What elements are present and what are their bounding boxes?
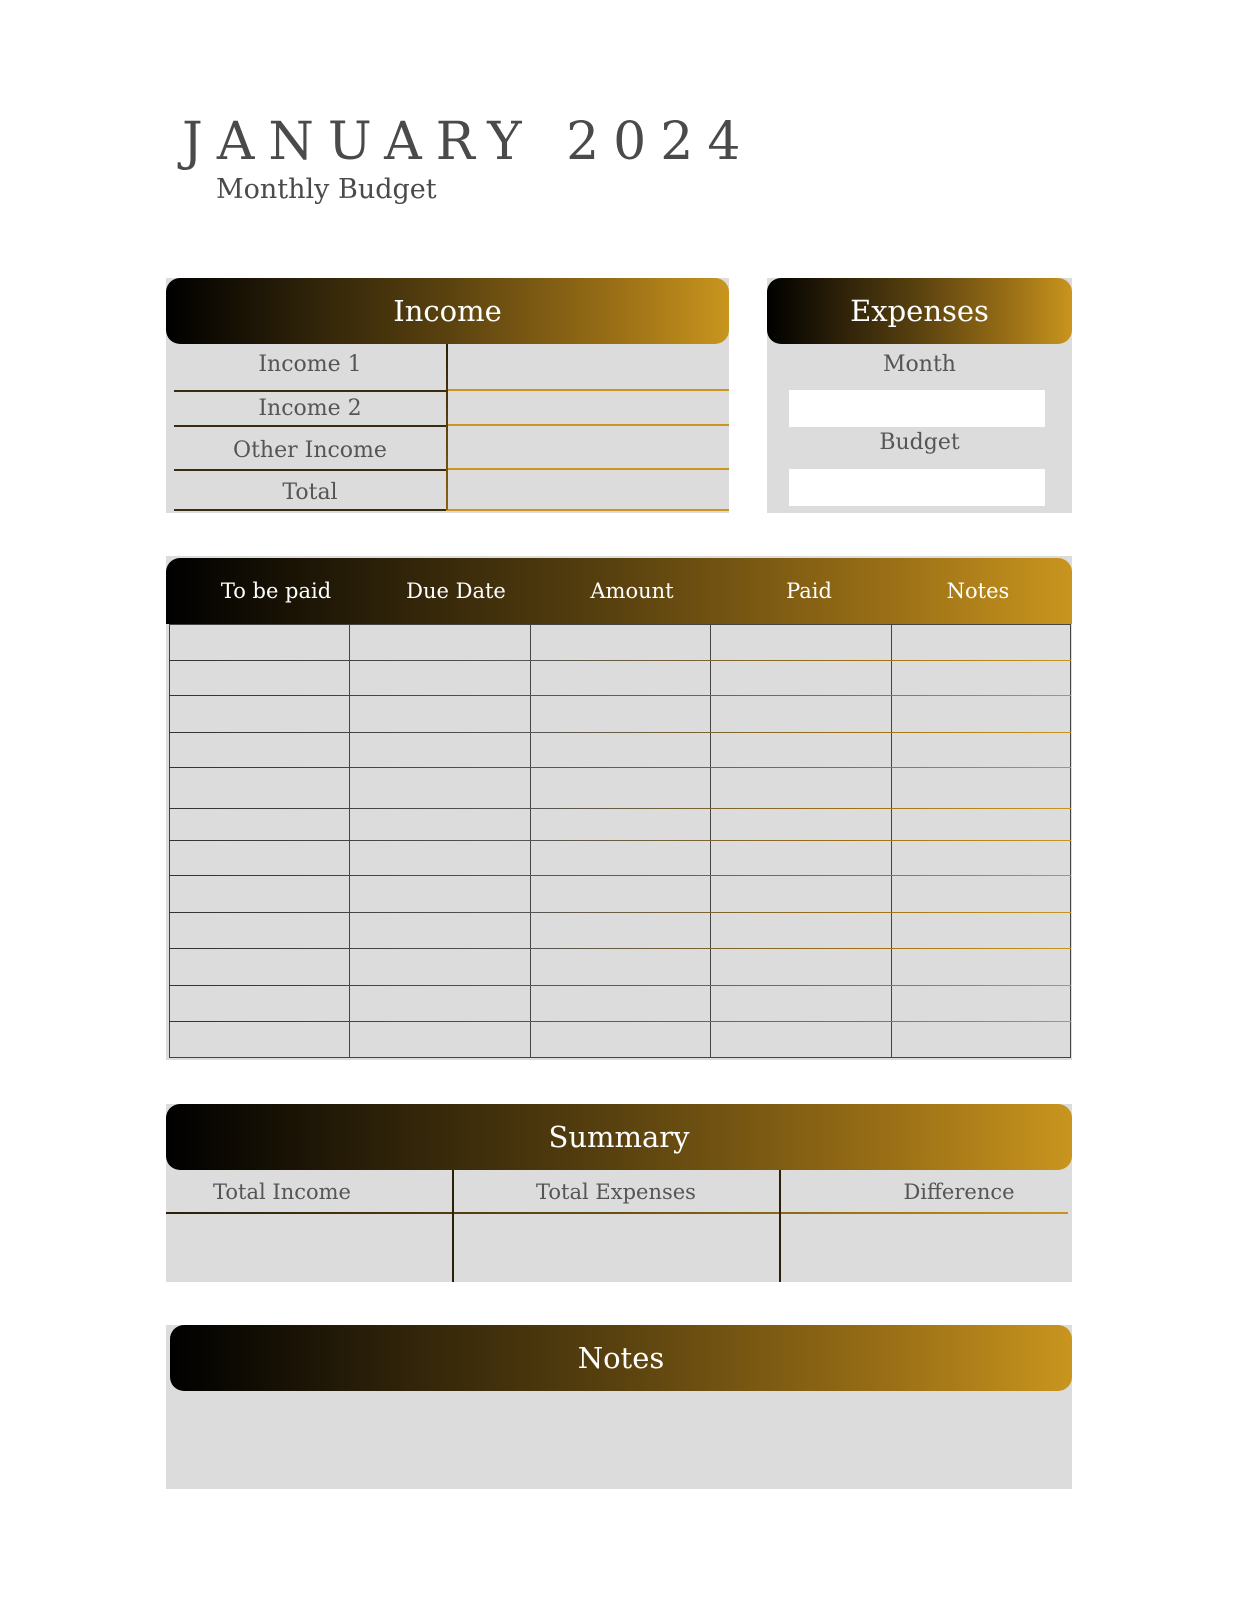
row-divider: [169, 732, 1071, 733]
income-header: Income: [166, 278, 729, 344]
page-title: JANUARY 2024: [182, 112, 755, 172]
bills-table-header: [166, 558, 1072, 624]
total-income-label: Total Income: [213, 1180, 351, 1204]
month-label: Month: [883, 352, 956, 377]
row-divider: [169, 985, 1071, 986]
income-row-label: Other Income: [233, 438, 387, 463]
divider: [446, 509, 729, 511]
column-divider: [779, 1170, 781, 1282]
row-divider: [169, 767, 1071, 768]
month-field[interactable]: [789, 390, 1045, 427]
row-divider: [169, 660, 1071, 661]
divider: [174, 509, 446, 511]
divider: [174, 425, 446, 427]
row-divider: [169, 875, 1071, 876]
income-row-label: Total: [282, 480, 338, 505]
income-row-label: Income 2: [258, 396, 362, 421]
row-divider: [169, 695, 1071, 696]
budget-label: Budget: [879, 430, 960, 455]
column-header-notes: Notes: [946, 579, 1010, 603]
column-divider: [891, 624, 892, 1058]
column-header-paid: Paid: [786, 579, 832, 603]
summary-header: Summary: [166, 1104, 1072, 1170]
divider: [446, 424, 729, 426]
difference-label: Difference: [903, 1180, 1015, 1204]
row-divider: [169, 912, 1071, 913]
row-divider: [169, 948, 1071, 949]
bills-grid[interactable]: [169, 624, 1071, 1058]
page-subtitle: Monthly Budget: [216, 174, 437, 205]
row-divider: [169, 808, 1071, 809]
column-divider: [530, 624, 531, 1058]
column-header-amount: Amount: [590, 579, 674, 603]
row-divider: [169, 840, 1071, 841]
column-divider: [452, 1170, 454, 1282]
column-divider: [349, 624, 350, 1058]
divider: [446, 468, 729, 470]
divider: [446, 389, 729, 391]
notes-header: Notes: [170, 1325, 1072, 1391]
column-divider: [710, 624, 711, 1058]
expenses-header: Expenses: [767, 278, 1072, 344]
income-row-label: Income 1: [258, 352, 362, 377]
column-header-to-be-paid: To be paid: [220, 579, 332, 603]
row-divider: [169, 1021, 1071, 1022]
divider: [166, 1212, 1068, 1214]
budget-field[interactable]: [789, 469, 1045, 506]
column-header-due-date: Due Date: [406, 579, 506, 603]
divider: [174, 390, 446, 392]
divider: [174, 469, 446, 471]
total-expenses-label: Total Expenses: [536, 1180, 696, 1204]
column-divider: [446, 344, 448, 510]
